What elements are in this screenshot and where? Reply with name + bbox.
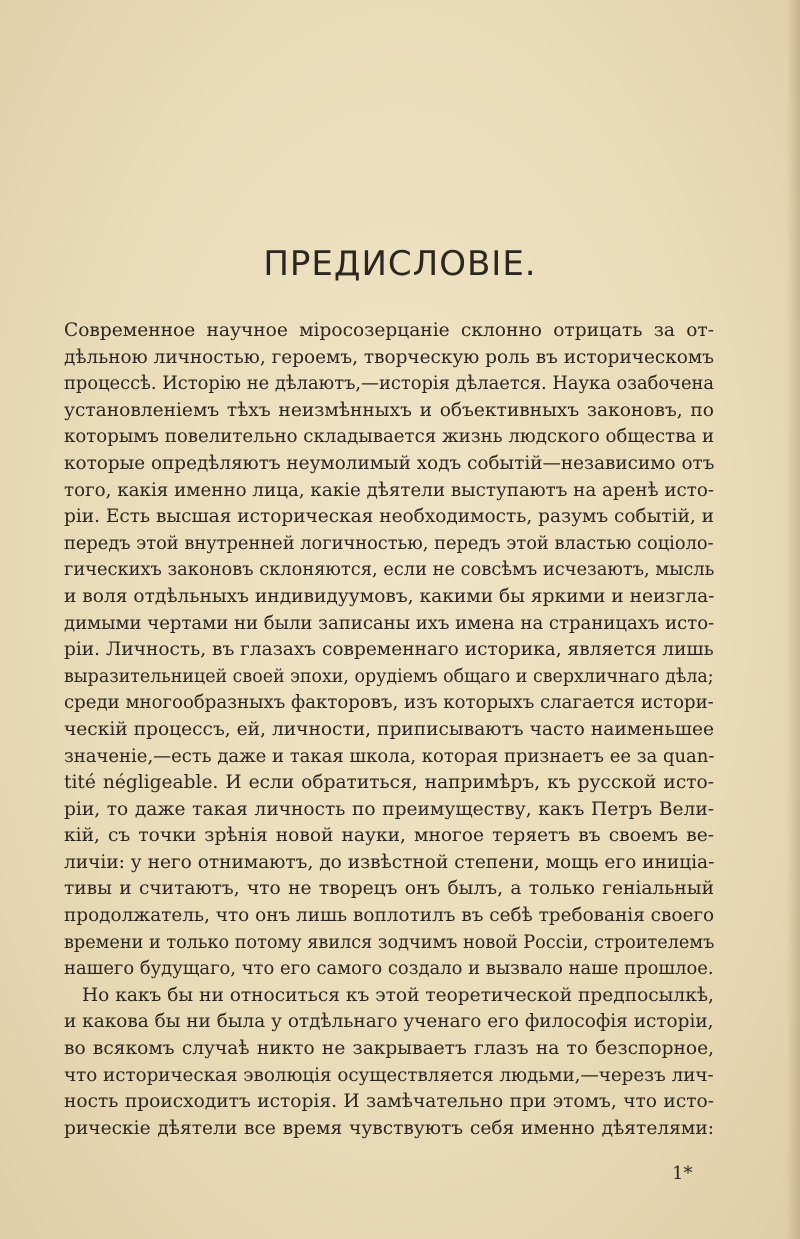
text-line: Но какъ бы ни относиться къ этой теоретической предпосылкѣ, — [81, 984, 714, 1006]
text-line: и воля отдѣльныхъ индивидуумовъ, какими бы яркими и неизгла- — [64, 585, 715, 607]
text-line: среди многообразныхъ факторовъ, изъ которыхъ слагается истори- — [64, 692, 714, 714]
signature-mark: 1* — [672, 1163, 693, 1184]
text-line: ріи, то даже такая личность по преимуществу, какъ Петръ Вели- — [64, 798, 714, 820]
text-line: ность происходитъ исторія. И замѣчательно при этомъ, что исто- — [64, 1091, 714, 1113]
text-line: димыми чертами ни были записаны ихъ имена на страницахъ исто- — [64, 612, 715, 634]
text-line: tité négligeable. И если обратиться, напримѣръ, къ русской исто- — [64, 772, 714, 794]
text-line: гическихъ законовъ склоняются, если не совсѣмъ исчезаютъ, мысль — [64, 559, 715, 581]
page-edge-shadow — [786, 0, 800, 1239]
text-line: тивы и считаютъ, что не творецъ онъ былъ, а только геніальный — [64, 878, 714, 900]
text-line: времени и только потому явился зодчимъ новой Россіи, строителемъ — [64, 931, 715, 953]
text-line: и какова бы ни была у отдѣльнаго ученаго его философія исторіи, — [64, 1011, 714, 1033]
text-line: значеніе,—есть даже и такая школа, которая признаетъ ее за quan- — [64, 745, 715, 767]
text-line: того, какія именно лица, какіе дѣятели выступаютъ на аренѣ исто- — [64, 479, 715, 501]
page-title: ПРЕДИСЛОВІЕ. — [263, 244, 537, 284]
text-line: которые опредѣляютъ неумолимый ходъ событій—независимо отъ — [64, 452, 715, 474]
text-line: передъ этой внутренней логичностью, передъ этой властью соціоло- — [64, 532, 714, 554]
text-line: процессѣ. Исторію не дѣлаютъ,—исторія дѣлается. Наука озабочена — [64, 373, 715, 395]
text-line: ріи. Личность, въ глазахъ современнаго историка, является лишь — [64, 639, 714, 661]
text-line: ческій процессъ, ей, личности, приписываютъ часто наименьшее — [64, 718, 714, 740]
text-line: ріи. Есть высшая историческая необходимость, разумъ событій, и — [64, 506, 715, 528]
text-line: Современное научное міросозерцаніе склонно отрицать за от- — [64, 320, 714, 341]
text-line: которымъ повелительно складывается жизнь людского общества и — [64, 426, 715, 448]
text-line: во всякомъ случаѣ никто не закрываетъ глазъ на то безспорное, — [64, 1038, 714, 1060]
text-line: нашего будущаго, что его самого создало и вызвало наше прошлое. — [64, 958, 714, 980]
text-line: что историческая эволюція осуществляется людьми,—черезъ лич- — [64, 1064, 714, 1086]
text-line: кій, съ точки зрѣнія новой науки, многое теряетъ въ своемъ ве- — [64, 825, 714, 847]
text-line: установленіемъ тѣхъ неизмѣнныхъ и объективныхъ законовъ, по — [64, 399, 714, 421]
text-line: личіи: у него отнимаютъ, до извѣстной степени, мощь его иниціа- — [64, 851, 715, 873]
preface-body — [64, 318, 714, 1142]
text-line: дѣльною личностью, героемъ, творческую роль въ историческомъ — [64, 346, 714, 368]
text-line: рическіе дѣятели все время чувствуютъ себя именно дѣятелями: — [64, 1117, 714, 1139]
text-line: выразительницей своей эпохи, орудіемъ общаго и сверхличнаго дѣла; — [64, 665, 714, 687]
text-line: продолжатель, что онъ лишь воплотилъ въ себѣ требованія своего — [64, 905, 715, 927]
